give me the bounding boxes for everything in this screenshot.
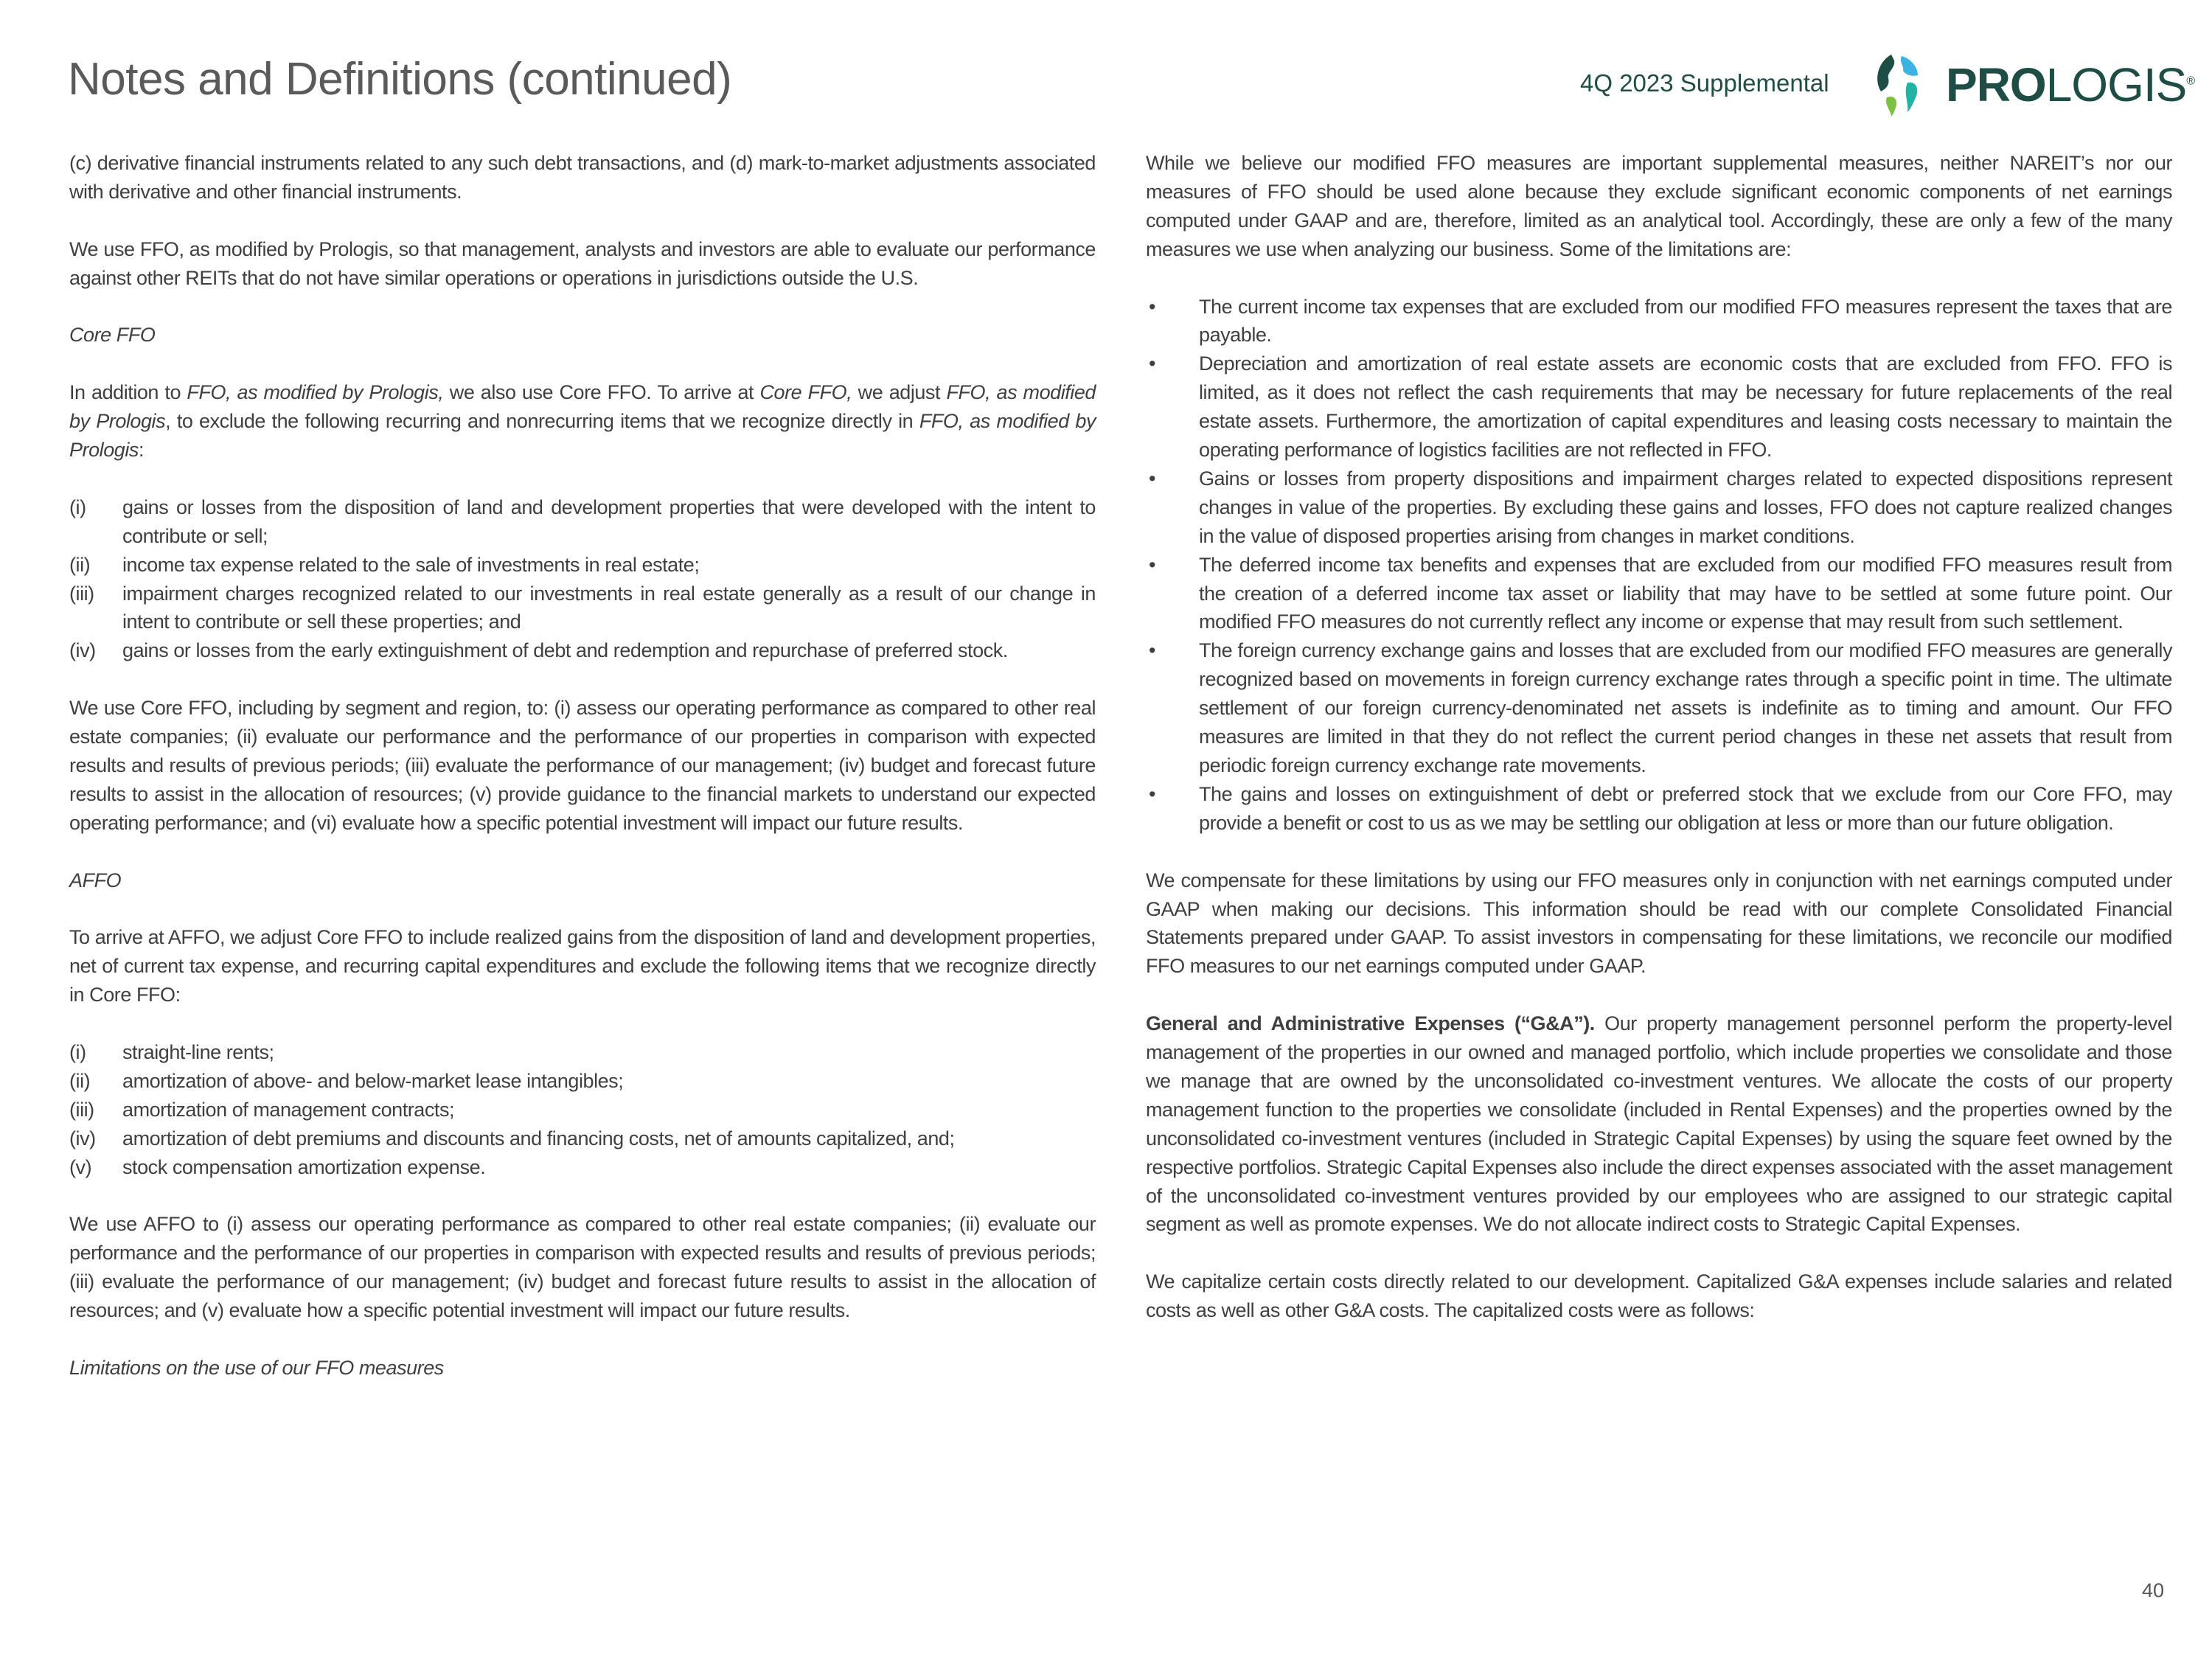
- bullet-list: [1146, 293, 2172, 838]
- list-marker: (iv): [69, 1127, 96, 1150]
- list-item-text: Depreciation and amortization of real estate assets are economic costs that are excluded from FFO. FFO is limited, as it does not reflect the cash requirements that may be necessary for future replacements of the real estate assets. Furthermore, the amortization of capital expenditures and leasing costs necessary to maintain the operating performance of logistics facilities are not reflected in FFO.: [1199, 352, 2172, 462]
- list-item: [69, 1038, 1096, 1067]
- page-title: Notes and Definitions (continued): [68, 54, 732, 105]
- paragraph: [1146, 149, 2172, 264]
- text-run: While we believe our modified FFO measures are important supplemental measures, neither NAREIT’s nor our measures of FFO should be used alone because they exclude significant economic components of net earnings computed under GAAP and are, therefore, limited as an analytical tool. Accordingly, these are only a few of the many measures we use when analyzing our business. Some of the limitations are:: [1146, 152, 2172, 260]
- bullet-icon: •: [1149, 639, 1156, 662]
- list-item: [69, 551, 1096, 580]
- list-item: [69, 1153, 1096, 1182]
- text-run: , to exclude the following recurring and nonrecurring items that we recognize directly in: [165, 410, 919, 433]
- bullet-icon: •: [1149, 553, 1156, 576]
- list-item: [69, 493, 1096, 551]
- section-heading: [69, 866, 1096, 895]
- prologis-wordmark: PROLOGIS®: [1946, 58, 2195, 111]
- bullet-icon: •: [1149, 467, 1156, 490]
- list-item: [1146, 293, 2172, 350]
- bullet-icon: •: [1149, 782, 1156, 805]
- list-item: [1146, 636, 2172, 780]
- list-item: [69, 636, 1096, 665]
- list-marker: (i): [69, 495, 86, 518]
- text-run: Core FFO: [69, 324, 156, 347]
- paragraph: [1146, 1267, 2172, 1325]
- numbered-list: [69, 1038, 1096, 1182]
- numbered-list: [69, 493, 1096, 665]
- list-item-text: The foreign currency exchange gains and losses that are excluded from our modified FFO measures are generally recognized based on movements in foreign currency exchange rates through a specific point in time. The ultimate settlement of our foreign currency-denominated net assets is indefinite as to timing and amount. Our FFO measures are limited in that they do not reflect the current period changes in these net assets that result from periodic foreign currency exchange rate movements.: [1199, 639, 2172, 777]
- text-run: Our property management personnel perform the property-level management of the properties in our owned and managed portfolio, which include properties we consolidate and those we manage that are owned by the unconsolidated co-investment ventures. We allocate the costs of our property management function to the properties we consolidate (included in Rental Expenses) and the properties owned by the unconsolidated co-investment ventures (included in Strategic Capital Expenses) by using the square feet owned by the respective portfolios. Strategic Capital Expenses also include the direct expenses associated with the asset management of the unconsolidated co-investment ventures provided by our employees who are assigned to our strategic capital segment as well as promote expenses. We do not allocate indirect costs to Strategic Capital Expenses.: [1146, 1012, 2172, 1236]
- text-run: We use AFFO to (i) assess our operating performance as compared to other real estate companies; (ii) evaluate our performance and the performance of our properties in comparison with expected results and results of previous periods; (iii) evaluate the performance of our management; (iv) budget and forecast future results to assist in the allocation of resources; and (v) evaluate how a specific potential investment will impact our future results.: [69, 1213, 1096, 1322]
- list-item: [69, 580, 1096, 637]
- list-item-text: Gains or losses from property dispositions and impairment charges related to expected dispositions represent changes in value of the properties. By excluding these gains and losses, FFO does not capture realized changes in the value of disposed properties arising from changes in market conditions.: [1199, 467, 2172, 547]
- list-marker: (iii): [69, 582, 94, 605]
- list-item: [69, 1067, 1096, 1096]
- bullet-icon: •: [1149, 295, 1156, 318]
- text-run: To arrive at AFFO, we adjust Core FFO to include realized gains from the disposition of land and development properties, net of current tax expense, and recurring capital expenditures and exclude the following items that we recognize directly in Core FFO:: [69, 926, 1096, 1006]
- paragraph: [69, 149, 1096, 206]
- list-item-text: The deferred income tax benefits and expenses that are excluded from our modified FFO measures result from the creation of a deferred income tax asset or liability that may have to be settled at some future point. Our modified FFO measures do not currently reflect any income or expense that may result from such settlement.: [1199, 553, 2172, 633]
- text-run: (c) derivative financial instruments related to any such debt transactions, and (d) mark-to-market adjustments associated with derivative and other financial instruments.: [69, 152, 1096, 203]
- text-run: In addition to: [69, 381, 187, 404]
- list-item-text: gains or losses from the disposition of land and development properties that were developed with the intent to contribute or sell;: [122, 495, 1096, 547]
- list-item: [69, 1124, 1096, 1153]
- list-item-text: The current income tax expenses that are excluded from our modified FFO measures represent the taxes that are payable.: [1199, 295, 2172, 347]
- text-run: We compensate for these limitations by using our FFO measures only in conjunction with net earnings computed under GAAP when making our decisions. This information should be read with our complete Consolidated Financial Statements prepared under GAAP. To assist investors in compensating for these limitations, we reconcile our modified FFO measures to our net earnings computed under GAAP.: [1146, 869, 2172, 978]
- list-marker: (v): [69, 1155, 92, 1178]
- italic-term: FFO, as modified by Prologis: [69, 381, 1096, 433]
- italic-term: FFO, as modified by Prologis,: [187, 381, 444, 404]
- right-column: [1146, 149, 2172, 1354]
- italic-term: FFO, as modified by Prologis: [69, 410, 1096, 462]
- bold-term: General and Administrative Expenses (“G&A”).: [1146, 1012, 1595, 1035]
- list-item: [1146, 465, 2172, 551]
- list-marker: (ii): [69, 553, 91, 576]
- paragraph: [1146, 866, 2172, 981]
- list-item-text: The gains and losses on extinguishment of debt or preferred stock that we exclude from our Core FFO, may provide a benefit or cost to us as we may be settling our obligation at less or more than our future obligation.: [1199, 782, 2172, 834]
- section-heading: [69, 1354, 1096, 1382]
- page-number: 40: [2142, 1579, 2165, 1601]
- list-marker: (iii): [69, 1098, 94, 1121]
- list-item-text: straight-line rents;: [122, 1040, 274, 1063]
- text-run: AFFO: [69, 869, 122, 891]
- text-run: We use FFO, as modified by Prologis, so that management, analysts and investors are able to evaluate our performance against other REITs that do not have similar operations or operations in jurisdictions outside the U.S.: [69, 237, 1096, 289]
- paragraph: [69, 1210, 1096, 1325]
- report-period-label: 4Q 2023 Supplemental: [1580, 69, 1829, 97]
- paragraph: [69, 694, 1096, 838]
- list-marker: (iv): [69, 639, 96, 662]
- text-run: We capitalize certain costs directly related to our development. Capitalized G&A expenses include salaries and related costs as well as other G&A costs. The capitalized costs were as follows:: [1146, 1270, 2172, 1322]
- list-item-text: gains or losses from the early extinguishment of debt and redemption and repurchase of preferred stock.: [122, 639, 1008, 662]
- prologis-logo: [1869, 52, 2194, 118]
- italic-term: Core FFO,: [759, 381, 852, 404]
- list-item-text: amortization of management contracts;: [122, 1098, 455, 1121]
- list-item: [1146, 551, 2172, 637]
- prologis-globe-icon: [1869, 52, 1935, 118]
- list-marker: (ii): [69, 1069, 91, 1092]
- list-item: [1146, 780, 2172, 838]
- list-item-text: stock compensation amortization expense.: [122, 1155, 486, 1178]
- text-run: we also use Core FFO. To arrive at: [443, 381, 760, 404]
- bullet-icon: •: [1149, 352, 1156, 375]
- paragraph: [1146, 1009, 2172, 1239]
- list-item: [1146, 349, 2172, 465]
- paragraph: [69, 235, 1096, 293]
- text-run: we adjust: [852, 381, 947, 404]
- text-run: :: [138, 439, 145, 462]
- list-item-text: amortization of above- and below-market lease intangibles;: [122, 1069, 624, 1092]
- text-run: We use Core FFO, including by segment and region, to: (i) assess our operating performance as compared to other real estate companies; (ii) evaluate our performance and the performance of our properties in comparison with expected results and results of previous periods; (iii) evaluate the performance of our management; (iv) budget and forecast future results to assist in the allocation of resources; (v) provide guidance to the financial markets to understand our expected operating performance; and (vi) evaluate how a specific potential investment will impact our future results.: [69, 697, 1096, 834]
- text-run: Limitations on the use of our FFO measures: [69, 1356, 444, 1379]
- list-marker: (i): [69, 1040, 86, 1063]
- list-item-text: amortization of debt premiums and discounts and financing costs, net of amounts capitalized, and;: [122, 1127, 955, 1150]
- list-item-text: income tax expense related to the sale of investments in real estate;: [122, 553, 700, 576]
- paragraph: [69, 378, 1096, 465]
- list-item-text: impairment charges recognized related to our investments in real estate generally as a result of our change in intent to contribute or sell these properties; and: [122, 582, 1096, 633]
- list-item: [69, 1096, 1096, 1124]
- section-heading: [69, 321, 1096, 349]
- paragraph: [69, 923, 1096, 1009]
- left-column: [69, 149, 1096, 1411]
